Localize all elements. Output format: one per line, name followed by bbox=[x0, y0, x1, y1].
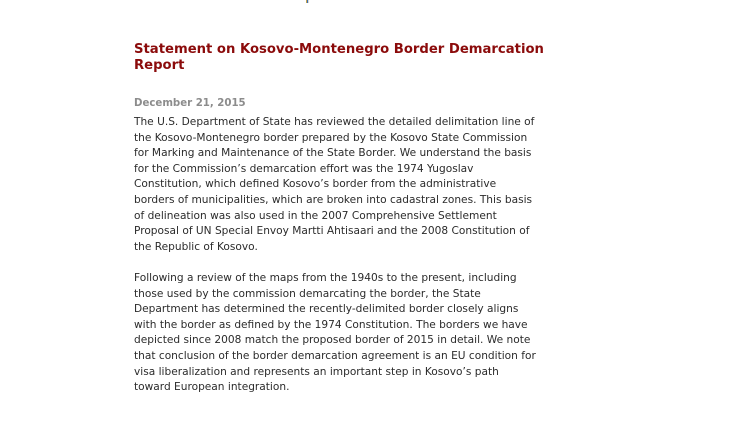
article-title: Statement on Kosovo-Montenegro Border Demarcation Report bbox=[134, 42, 544, 73]
image-fragment-edge bbox=[306, 0, 309, 3]
article bbox=[134, 42, 544, 396]
article-date: December 21, 2015 bbox=[134, 98, 246, 109]
article-paragraph-1: The U.S. Department of State has reviewed the detailed delimitation line of the Kosovo-Montenegro border prepared by the Kosovo State Commission for Marking and Maintenance of the State Border. We understand the basis for the Commission’s demarcation effort was the 1974 Yugoslav Constitution, which defined Kosovo’s border from the administrative borders of municipalities, which are broken into cadastral zones. This basis of delineation was also used in the 2007 Comprehensive Settlement Proposal of UN Special Envoy Martti Ahtisaari and the 2008 Constitution of the Republic of Kosovo. bbox=[134, 116, 535, 253]
article-paragraph-2: Following a review of the maps from the 1940s to the present, including those used by the commission demarcating the border, the State Department has determined the recently-delimited border closely aligns with the border as defined by the 1974 Constitution. The borders we have depicted since 2008 match the proposed border of 2015 in detail. We note that conclusion of the border demarcation agreement is an EU condition for visa liberalization and represents an important step in Kosovo’s path toward European integration. bbox=[134, 271, 536, 394]
